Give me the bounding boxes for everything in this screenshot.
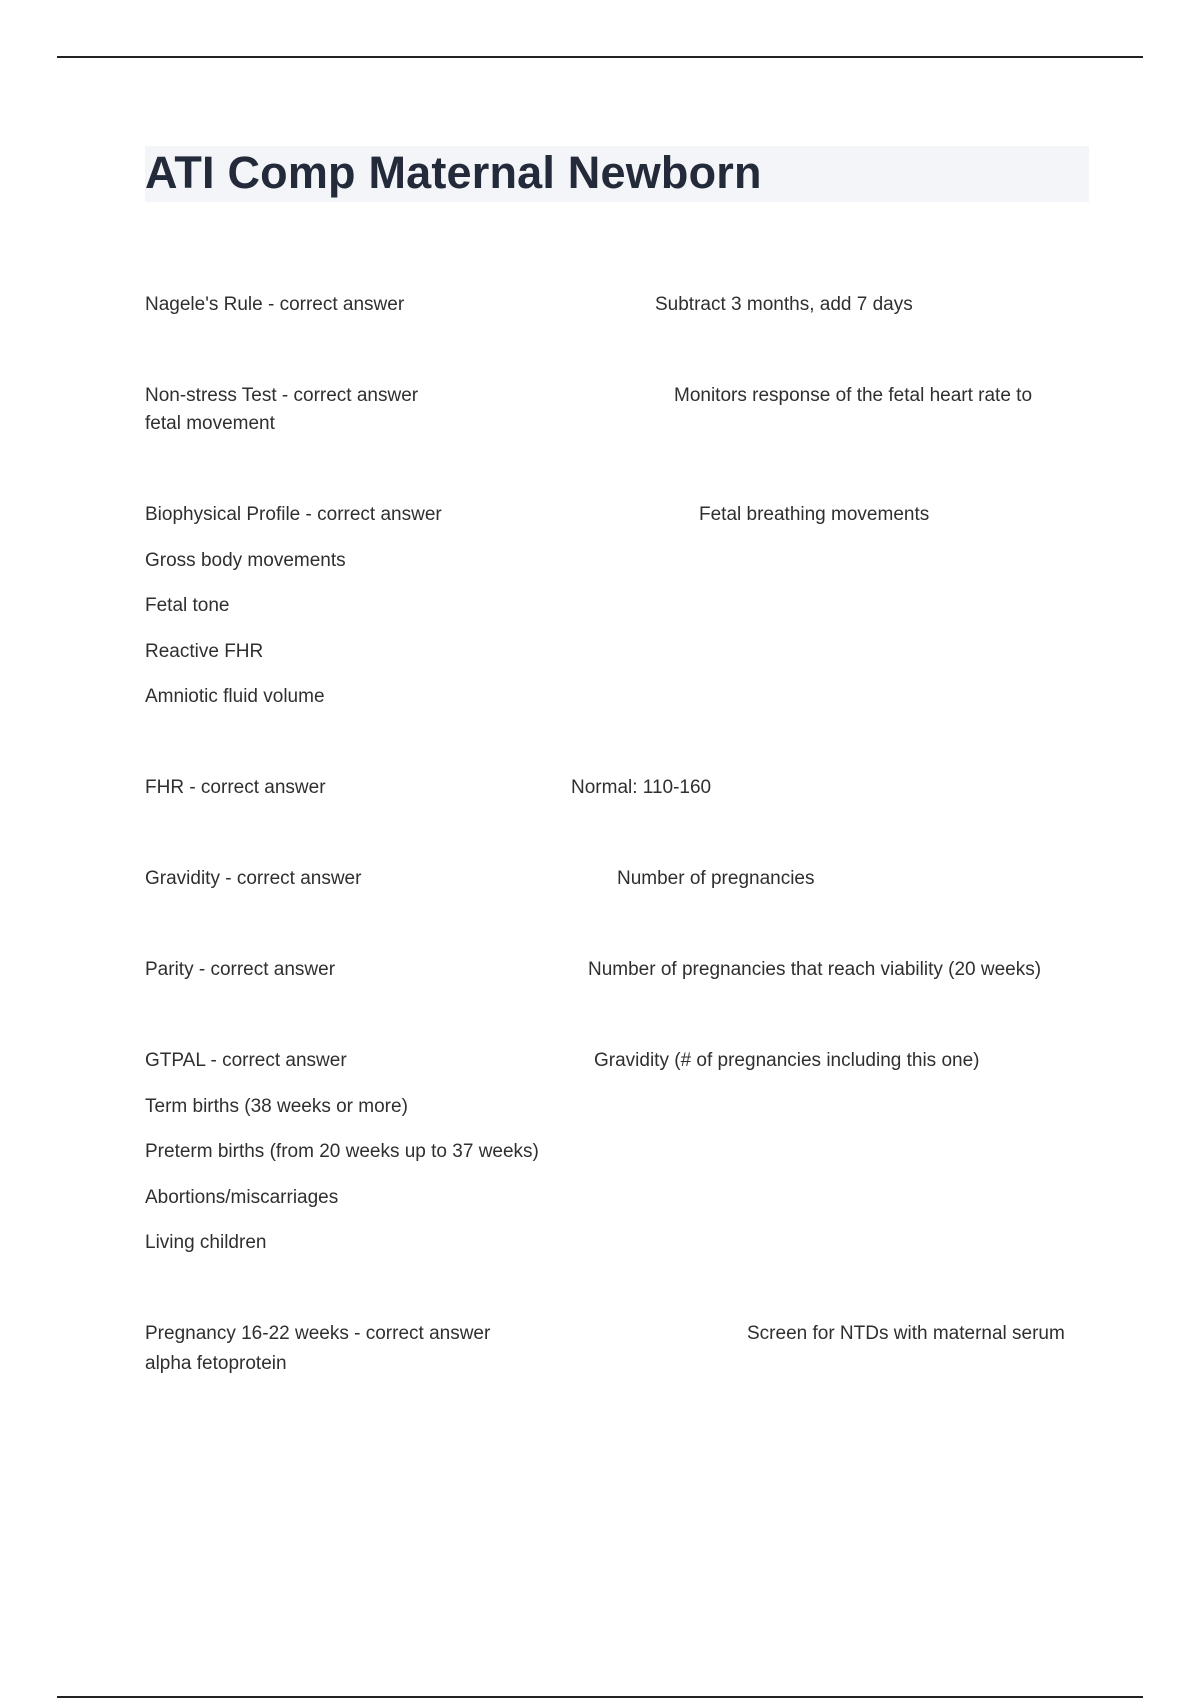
bottom-divider — [57, 1696, 1143, 1698]
term-parity: Parity - correct answer — [145, 959, 336, 980]
biophysical-item: Amniotic fluid volume — [145, 686, 325, 707]
answer-non-stress-test: Monitors response of the fetal heart rate to — [674, 385, 1033, 406]
term-biophysical-profile: Biophysical Profile - correct answer — [145, 504, 442, 525]
answer-parity: Number of pregnancies that reach viability (20 weeks) — [588, 959, 1042, 980]
answer-gtpal: Gravidity (# of pregnancies including this one) — [594, 1050, 980, 1071]
answer-non-stress-test-continued: fetal movement — [145, 413, 275, 434]
document-title: ATI Comp Maternal Newborn — [145, 147, 762, 198]
top-divider — [57, 56, 1143, 58]
gtpal-item: Abortions/miscarriages — [145, 1187, 339, 1208]
biophysical-item: Reactive FHR — [145, 641, 264, 662]
term-non-stress-test: Non-stress Test - correct answer — [145, 385, 419, 406]
gtpal-item: Preterm births (from 20 weeks up to 37 weeks) — [145, 1141, 539, 1162]
biophysical-item: Fetal tone — [145, 595, 230, 616]
gtpal-item: Living children — [145, 1232, 267, 1253]
answer-gravidity: Number of pregnancies — [617, 868, 815, 889]
term-pregnancy-16-22-weeks: Pregnancy 16-22 weeks - correct answer — [145, 1323, 491, 1344]
biophysical-item: Gross body movements — [145, 550, 346, 571]
term-gravidity: Gravidity - correct answer — [145, 868, 362, 889]
answer-pregnancy-16-22-weeks-continued: alpha fetoprotein — [145, 1353, 287, 1374]
gtpal-item: Term births (38 weeks or more) — [145, 1096, 408, 1117]
term-fhr: FHR - correct answer — [145, 777, 326, 798]
answer-nageles-rule: Subtract 3 months, add 7 days — [655, 294, 913, 315]
term-nageles-rule: Nagele's Rule - correct answer — [145, 294, 405, 315]
term-gtpal: GTPAL - correct answer — [145, 1050, 347, 1071]
answer-biophysical-profile: Fetal breathing movements — [699, 504, 930, 525]
answer-fhr: Normal: 110-160 — [571, 777, 712, 798]
answer-pregnancy-16-22-weeks: Screen for NTDs with maternal serum — [747, 1323, 1065, 1344]
